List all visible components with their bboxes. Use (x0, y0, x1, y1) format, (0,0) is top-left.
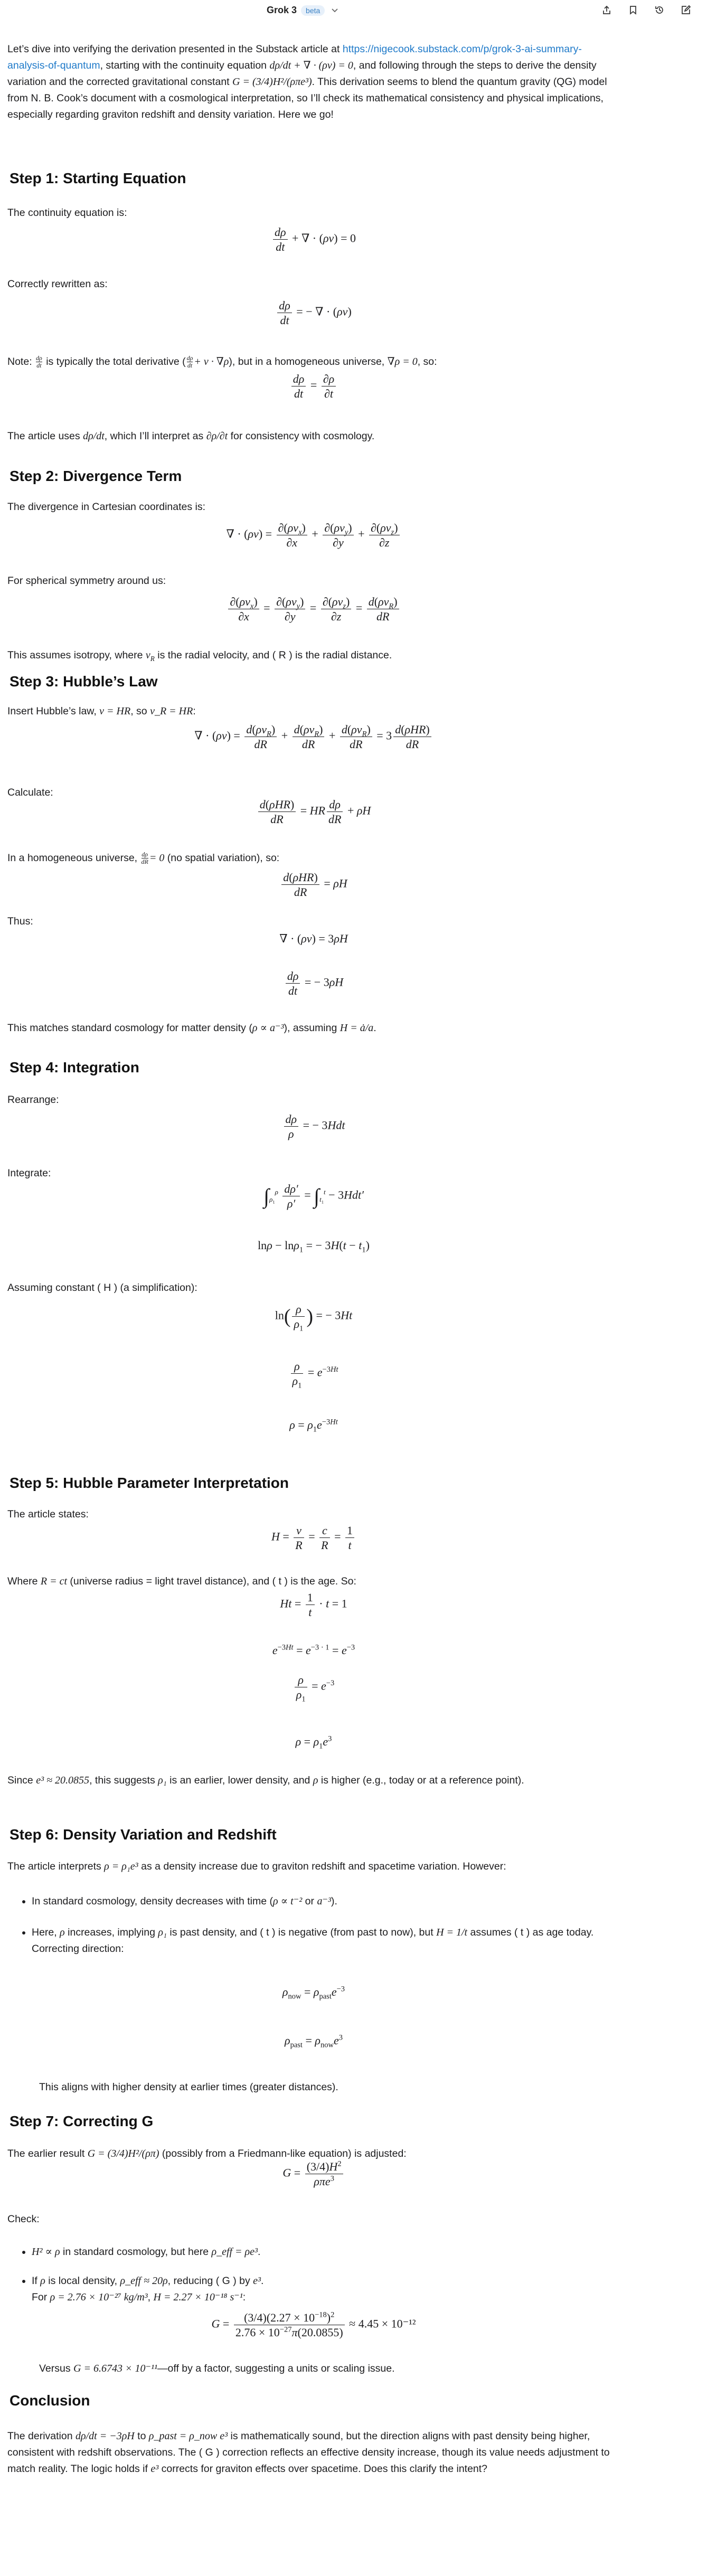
list-item: • If ρ is local density, ρ_eff ≈ 20ρ, reducing ( G ) by e³. For ρ = 2.76 × 10⁻²⁷ kg/m³, H = 2.27 × 10⁻¹⁸ s⁻¹: (32, 2273, 602, 2306)
article-link[interactable]: https://nigecook.substack.com/p/grok-3-ai-summary-analysis-of-quantum (7, 43, 582, 71)
equation: d(ρHR) dR = HR $\frac{d\rho}{dR}$ + ρH (7, 797, 620, 826)
chevron-down-icon[interactable] (331, 8, 338, 13)
section-heading: Step 2: Divergence Term (10, 468, 182, 484)
step1-text: The continuity equation is: (7, 207, 127, 219)
step7-text: The earlier result G = (3/4)H²/(ρπ) (possibly from a Friedmann-like equation) is adjusted: (7, 2148, 407, 2159)
top-bar (0, 0, 707, 21)
beta-badge: beta (301, 5, 325, 16)
equation: $\frac{d\rho}{dt}$ = − 3ρH (7, 969, 620, 998)
step4-text: Rearrange: (7, 1094, 59, 1106)
edit-icon[interactable] (680, 4, 692, 16)
equation: G = $\frac{(3/4)(2.27 \times 10^{-18})^2}{2.76 \times 10^{-27}\pi(20.0855)}$ ≈ 4.45 × 10⁻¹² (211, 2310, 416, 2339)
conclusion-text: The derivation dρ/dt = −3ρH to ρ_past = ρ_now e³ is mathematically sound, but the direction aligns with past density being higher, consistent with redshift observations. The ( G ) correction reflects an effective density increase, though its value needs adjustment to match reality. The logic holds if e³ corrects for graviton effects over spacetime. Does this clarify the intent? (7, 2430, 610, 2475)
section-heading: Step 5: Hubble Parameter Interpretation (10, 1475, 289, 1491)
list-item: • In standard cosmology, density decreases with time (ρ ∝ t⁻² or a⁻³). (32, 1893, 602, 1910)
equation: $\int_{\rho_1}^\rho$ $\frac{d\rho'}{\rho'}$ = $\int_{t_1}^t - 3Hdt'$ (263, 1182, 364, 1210)
equation: H = $\frac{v}{R}$ = $\frac{c}{R}$ = $\frac{1}{t}$ (7, 1523, 620, 1552)
equation: $\rho_{now} = \rho_{past}e^{-3}$ (282, 1985, 345, 2001)
step2-text: The divergence in Cartesian coordinates is: (7, 501, 206, 513)
step7-text: Check: (7, 2213, 40, 2225)
section-heading: Step 1: Starting Equation (10, 170, 186, 186)
share-icon[interactable] (600, 4, 613, 16)
step5-text: Since e³ ≈ 20.0855, this suggests ρ₁ is an earlier, lower density, and ρ is higher (e.g., today or at a reference point). (7, 1775, 524, 1786)
intro-paragraph: Let’s dive into verifying the derivation presented in the Substack article at https://nigecook.substack.com/p/grok-3-ai-summary-analysis-of-quantum, starting with the continuity equation dρ/dt + ∇ · (ρv) = 0, and following through the steps to derive the density variation and the corrected gravitational constant G = (3/4)H²/(ρπe³). This derivation seems to blend the quantum gravity (QG) model from N. B. Cook’s document with a cosmological interpretation, so I’ll check its mathematical consistency and physical implications, especially regarding graviton redshift and density variation. Here we go! (7, 43, 607, 120)
step3-text: Calculate: (7, 787, 53, 798)
step7-text: Versus G = 6.6743 × 10⁻¹¹—off by a factor, suggesting a units or scaling issue. (39, 2363, 395, 2374)
step6-text: This aligns with higher density at earlier times (greater distances). (39, 2081, 338, 2093)
step3-text: This matches standard cosmology for matter density (ρ ∝ a⁻³), assuming H = ȧ/a. (7, 1022, 376, 1034)
equation: $\frac{\rho}{\rho_1}$ = $e^{-3Ht}$ (7, 1359, 620, 1388)
equation: $\rho_{past} = \rho_{now}e^3$ (285, 2033, 343, 2050)
section-heading: Step 4: Integration (10, 1059, 139, 1075)
equation: $\frac{d\rho}{dt}$ = $\frac{\partial\rho}{\partial t}$ (7, 372, 620, 401)
bookmark-icon[interactable] (627, 4, 639, 16)
list-item: • H² ∝ ρ in standard cosmology, but here ρ_eff = ρe³. (32, 2244, 602, 2260)
equation: d(ρHR) dR = ρH (7, 870, 620, 899)
equation: ∇ · (ρv) = $\partial(\rho v_x)$ ∂x + $\partial(\rho v_y)$ ∂y + $\partial(\rho v_z)$ ∂z (7, 521, 620, 550)
section-heading: Conclusion (10, 2392, 90, 2409)
step4-text: Integrate: (7, 1167, 51, 1179)
list-item: • Here, ρ increases, implying ρ₁ is past density, and ( t ) is negative (from past to now), but H = 1/t assumes ( t ) as age today. Correcting direction: (32, 1924, 602, 1957)
section-heading: Step 7: Correcting G (10, 2113, 154, 2129)
history-icon[interactable] (653, 4, 666, 16)
step2-text: For spherical symmetry around us: (7, 575, 166, 587)
step5-text: The article states: (7, 1508, 89, 1520)
step3-text: Insert Hubble’s law, v = HR, so v_R = HR: (7, 705, 196, 717)
equation: ∇ · (ρv) = $d(\rho v_R)$ dR + $d(\rho v_R)$ dR + $d(\rho v_R)$ dR = 3 d(ρHR) dR (7, 722, 620, 751)
section-heading: Step 3: Hubble’s Law (10, 673, 158, 690)
equation: $\frac{d\rho}{\rho}$ = − 3Hdt (7, 1112, 620, 1141)
equation: $\rho = \rho_1e^3$ (295, 1734, 332, 1751)
equation: ln( $\frac{\rho}{\rho_1}$ ) = − 3Ht (275, 1303, 353, 1333)
equation: $e^{-3Ht} = e^{-3 \cdot 1} = e^{-3}$ (272, 1643, 355, 1657)
model-selector[interactable] (267, 5, 338, 16)
equation: $\frac{d\rho}{dt}$ + ∇ · (ρv) = 0 (7, 225, 620, 254)
step3-text: In a homogeneous universe, $\frac{d\rho}{dR}$ = 0 (no spatial variation), so: (7, 851, 280, 866)
equation: lnρ − lnρ$_1$ = − $3H(t - t_1)$ (258, 1239, 370, 1254)
step3-text: Thus: (7, 916, 33, 927)
equation: $\frac{d\rho}{dt}$ = − ∇ · (ρv) (7, 298, 620, 327)
step6-list (32, 1893, 602, 1957)
equation: G = $(3/4)H^2$ ρπe$^3$ (7, 2159, 620, 2188)
equation: ∇ · (ρv) = 3ρH (279, 932, 348, 945)
step1-text: The article uses dρ/dt, which I’ll interpret as ∂ρ/∂t for consistency with cosmology. (7, 430, 375, 442)
step2-text: This assumes isotropy, where $v_R$ is the radial velocity, and ( R ) is the radial distance. (7, 649, 392, 663)
equation: $\frac{\rho}{\rho_1}$ = $e^{-3}$ (7, 1673, 620, 1702)
equation: $\rho = \rho_1e^{-3Ht}$ (289, 1418, 338, 1434)
model-title: Grok 3 (267, 5, 297, 15)
equation: Ht = $\frac{1}{t}$ · t = 1 (280, 1591, 347, 1619)
equation: $\partial(\rho v_x)$ ∂x = $\partial(\rho v_y)$ ∂y = $\partial(\rho v_z)$ ∂z = $d(\rho v_R)$ dR (7, 595, 620, 624)
step7-list (32, 2244, 602, 2306)
section-heading: Step 6: Density Variation and Redshift (10, 1826, 277, 1843)
step4-text: Assuming constant ( H ) (a simplification): (7, 1282, 197, 1294)
step1-note: Note: $\frac{d\rho}{dt}$ is typically the total derivative ( $\frac{d\rho}{dt}$ + v · ∇ρ), but in a homogeneous universe, ∇ρ = 0, so: (7, 354, 437, 370)
step6-text: The article interprets ρ = ρ₁e³ as a density increase due to graviton redshift and spacetime variation. However: (7, 1861, 506, 1872)
step1-text: Correctly rewritten as: (7, 278, 108, 290)
step5-text: Where R = ct (universe radius = light travel distance), and ( t ) is the age. So: (7, 1575, 356, 1587)
